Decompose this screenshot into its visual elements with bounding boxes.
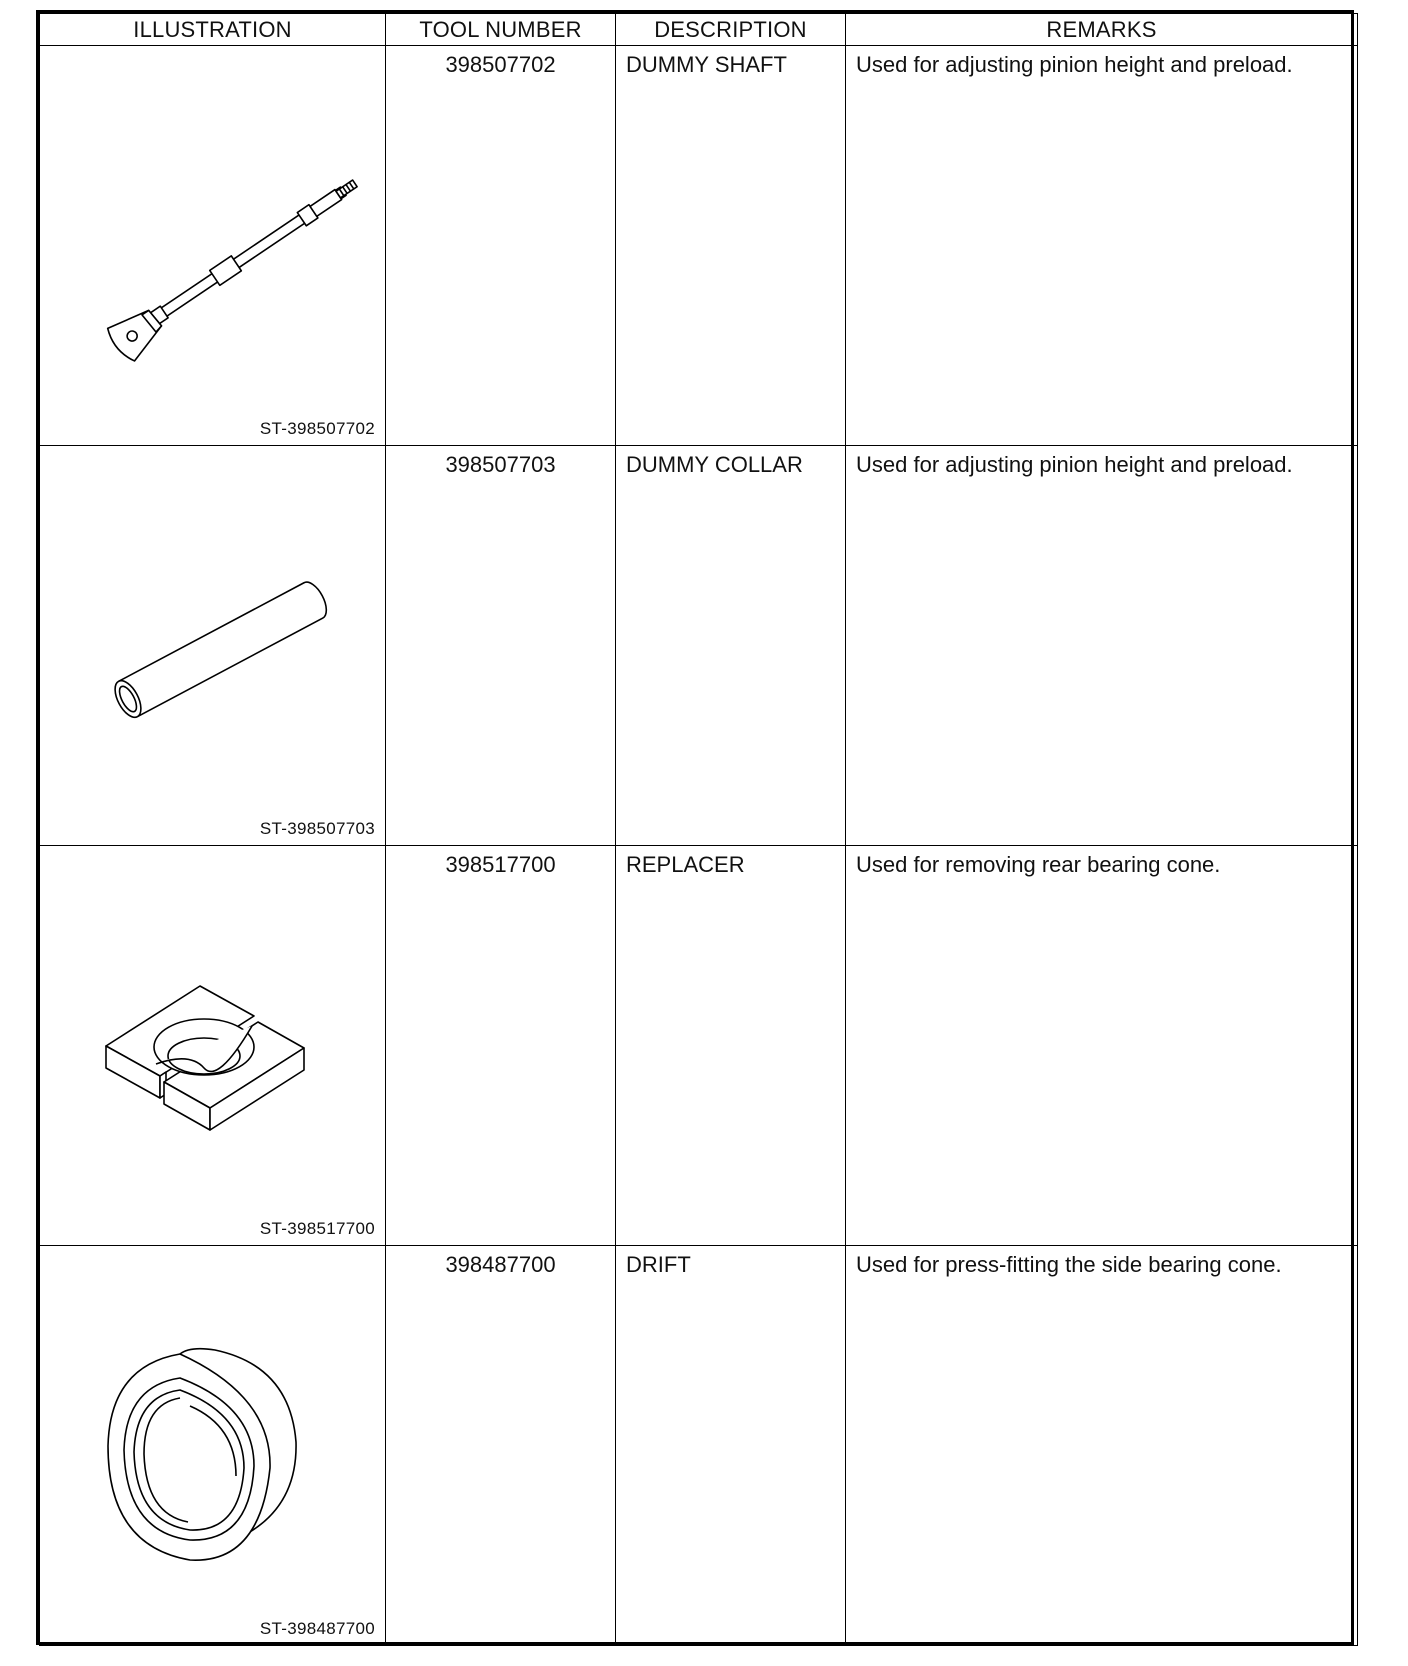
illustration-code: ST-398507703 [259,819,375,838]
header-description: DESCRIPTION [616,14,846,46]
table-header-row [40,14,1358,46]
table-row [40,1246,1358,1646]
special-tools-table [39,13,1358,1646]
tool-description: DRIFT [616,1246,846,1646]
tool-number: 398517700 [386,846,616,1246]
tool-number: 398507703 [386,446,616,846]
illustration-cell [40,1246,386,1646]
dummy-collar-illustration [40,446,386,846]
table-row [40,846,1358,1246]
tool-description: DUMMY SHAFT [616,46,846,446]
illustration-cell [40,446,386,846]
tool-description: DUMMY COLLAR [616,446,846,846]
tool-remarks: Used for press-fitting the side bearing cone. [846,1246,1358,1646]
table-row [40,46,1358,446]
illustration-cell [40,846,386,1246]
tool-number: 398487700 [386,1246,616,1646]
header-remarks: REMARKS [846,14,1358,46]
header-illustration: ILLUSTRATION [40,14,386,46]
illustration-code: ST-398517700 [259,1219,375,1238]
illustration-code: ST-398487700 [259,1619,375,1638]
drift-illustration [40,1246,386,1646]
tool-remarks: Used for adjusting pinion height and preload. [846,446,1358,846]
dummy-shaft-illustration [40,46,386,446]
tool-description: REPLACER [616,846,846,1246]
header-tool-number: TOOL NUMBER [386,14,616,46]
illustration-cell [40,46,386,446]
tool-table-frame [36,10,1354,1645]
tool-number: 398507702 [386,46,616,446]
table-row [40,446,1358,846]
tool-remarks: Used for removing rear bearing cone. [846,846,1358,1246]
tool-remarks: Used for adjusting pinion height and preload. [846,46,1358,446]
illustration-code: ST-398507702 [259,419,375,438]
replacer-illustration [40,846,386,1246]
